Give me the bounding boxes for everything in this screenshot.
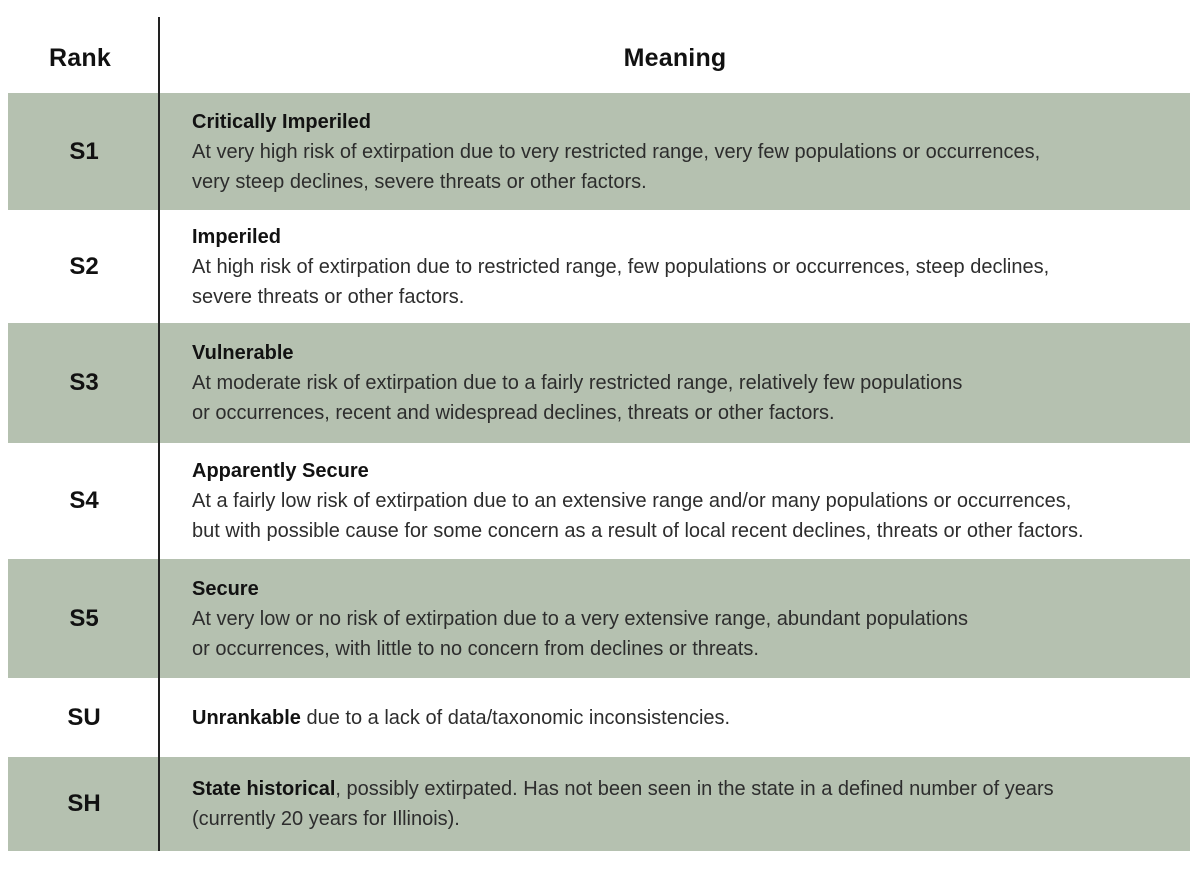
table-row <box>8 678 1190 757</box>
rank-cell: S5 <box>69 604 99 632</box>
rank-description-line: or occurrences, with little to no concern from declines or threats. <box>192 637 759 660</box>
rank-title: Apparently Secure <box>192 460 369 482</box>
meaning-cell <box>160 93 1190 210</box>
rank-description-line: (currently 20 years for Illinois). <box>192 808 460 830</box>
rank-description-line <box>192 774 1170 804</box>
meaning-cell <box>160 323 1190 443</box>
meaning-cell <box>160 210 1190 323</box>
rank-title: Imperiled <box>192 225 281 248</box>
rank-cell: S3 <box>69 369 99 396</box>
table-row <box>8 443 1190 559</box>
rank-column-header: Rank <box>49 44 111 72</box>
rank-cell: SH <box>67 790 101 817</box>
rank-description-text: , possibly extirpated. Has not been seen in the state in a defined number of years <box>335 778 1054 800</box>
rank-description-line: but with possible cause for some concern as a result of local recent declines, threats or other factors. <box>192 520 1084 542</box>
table-header-row <box>0 0 1200 93</box>
rank-description-line: At a fairly low risk of extirpation due to an extensive range and/or many populations or occurrences, <box>192 490 1072 512</box>
rank-description-line <box>192 703 1170 733</box>
meaning-cell <box>160 757 1190 851</box>
rank-cell: S4 <box>69 487 99 514</box>
rank-description-line: severe threats or other factors. <box>192 285 465 308</box>
rank-description-line: very steep declines, severe threats or other factors. <box>192 170 647 193</box>
rank-cell: SU <box>67 703 101 731</box>
meaning-cell <box>160 443 1190 559</box>
column-divider-line <box>158 17 160 851</box>
table-row <box>8 323 1190 443</box>
rank-description-line: At very high risk of extirpation due to very restricted range, very few populations or occurrences, <box>192 140 1041 163</box>
table-row <box>8 757 1190 851</box>
table-row <box>8 559 1190 678</box>
rank-cell: S1 <box>69 137 99 165</box>
rank-description-line: At moderate risk of extirpation due to a fairly restricted range, relatively few populations <box>192 372 963 394</box>
rank-title-inline: Unrankable <box>192 706 301 729</box>
rank-description-line: or occurrences, recent and widespread declines, threats or other factors. <box>192 402 835 424</box>
meaning-column-header: Meaning <box>623 44 727 72</box>
rank-description-line: At high risk of extirpation due to restricted range, few populations or occurrences, steep declines, <box>192 255 1050 278</box>
table-row <box>8 210 1190 323</box>
meaning-cell <box>160 678 1190 757</box>
meaning-cell <box>160 559 1190 678</box>
rank-cell: S2 <box>69 252 99 280</box>
rank-title: Secure <box>192 577 259 600</box>
rank-title: Vulnerable <box>192 342 294 364</box>
rank-description-text: due to a lack of data/taxonomic inconsistencies. <box>300 706 731 729</box>
table-row <box>8 93 1190 210</box>
rank-title: Critically Imperiled <box>192 110 371 133</box>
rank-title-inline: State historical <box>192 778 336 800</box>
rank-description-line: At very low or no risk of extirpation due to a very extensive range, abundant populations <box>192 607 969 630</box>
